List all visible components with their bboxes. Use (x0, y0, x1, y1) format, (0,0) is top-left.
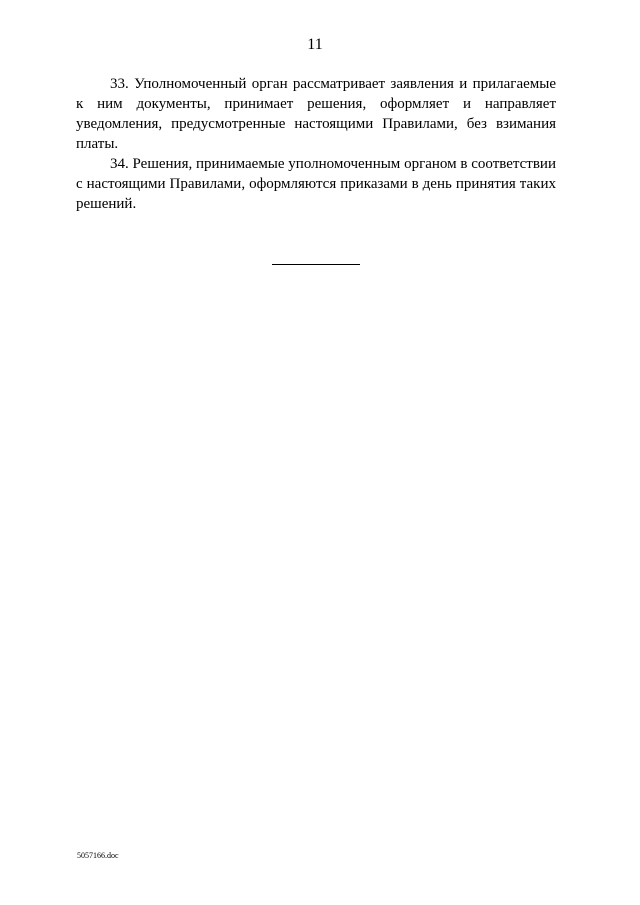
end-of-document-line (272, 264, 360, 265)
paragraph-33: 33. Уполномоченный орган рассматривает заявления и прилагаемые к ним документы, принимает решения, оформляет и направляет уведомления, предусмотренные настоящими Правилами, без взимания платы. (76, 76, 556, 152)
footer-filename: 5057166.doc (77, 851, 119, 860)
page-number: 11 (307, 36, 323, 53)
paragraph-34: 34. Решения, принимаемые уполномоченным органом в соответствии с настоящими Правилами, оформляются приказами в день принятия таких решений. (76, 156, 556, 212)
document-body (76, 74, 556, 214)
